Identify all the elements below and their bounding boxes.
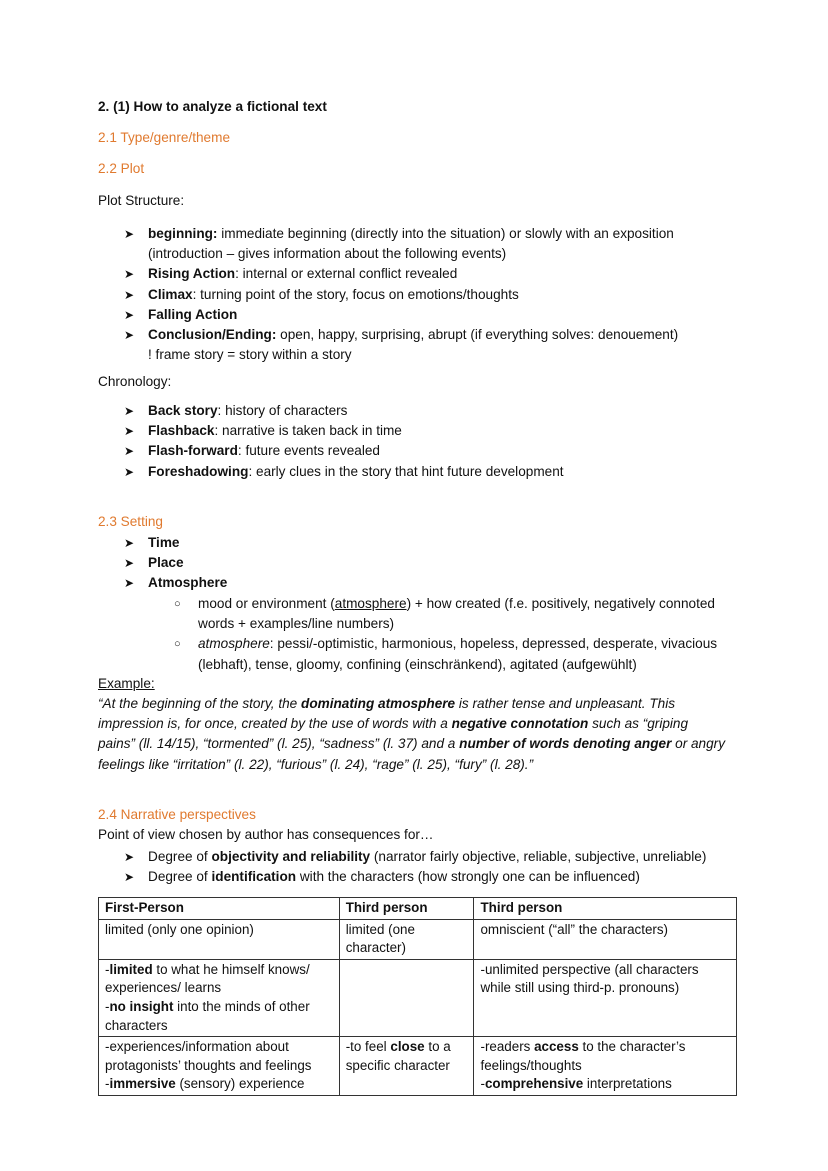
arrow-bullet-icon: ➤ <box>124 444 135 459</box>
table-header-cell: Third person <box>339 898 474 920</box>
table-cell: -limited to what he himself knows/ experiences/ learns -no insight into the minds of other characters <box>99 959 340 1036</box>
table-cell: omniscient (“all” the characters) <box>474 919 737 959</box>
chronology-label: Chronology: <box>98 374 172 389</box>
table-cell: -readers access to the character’s feelings/thoughts -comprehensive interpretations <box>474 1037 737 1096</box>
arrow-bullet-icon: ➤ <box>124 870 135 885</box>
list-item: ○ mood or environment (atmosphere) + how created (f.e. positively, negatively connoted words + examples/line numbers) <box>174 596 715 632</box>
arrow-bullet-icon: ➤ <box>124 404 135 418</box>
table-cell: -experiences/information about protagonists’ thoughts and feelings -immersive (sensory) experience <box>99 1037 340 1096</box>
list-item: ➤ Place <box>124 553 227 573</box>
perspectives-intro: Point of view chosen by author has consequences for… <box>98 827 434 842</box>
section-heading-setting: 2.3 Setting <box>98 514 163 529</box>
arrow-bullet-icon: ➤ <box>124 556 135 571</box>
perspectives-table <box>98 897 737 1096</box>
chronology-list <box>124 401 564 482</box>
list-item: ➤ Conclusion/Ending: open, happy, surprising, abrupt (if everything solves: denouement) ! frame story = story within a story <box>124 327 679 363</box>
section-heading-perspectives: 2.4 Narrative perspectives <box>98 807 256 822</box>
section-heading-plot: 2.2 Plot <box>98 161 145 176</box>
example-quote: “At the beginning of the story, the dominating atmosphere is rather tense and unpleasant. This impression is, for once, created by the use of words with a negative connotation such as “griping pains” (ll. 14/15), “tormented” (l. 25), “sadness” (l. 37) and a number of words denoting anger or angry feelings like “irritation” (l. 22), “furious” (l. 24), “rage” (l. 25), “fury” (l. 28).” <box>98 696 726 772</box>
list-item: ➤ Degree of objectivity and reliability (narrator fairly objective, reliable, subjective, unreliable) <box>124 847 706 867</box>
arrow-bullet-icon: ➤ <box>124 328 135 343</box>
list-item: ➤ Flash-forward: future events revealed <box>124 441 564 461</box>
list-item: ➤ Back story: history of characters <box>124 401 564 421</box>
table-row <box>99 919 737 959</box>
table-cell: limited (one character) <box>339 919 474 959</box>
section-heading-type: 2.1 Type/genre/theme <box>98 130 231 145</box>
table-cell <box>339 959 474 1036</box>
list-item: ➤ beginning: immediate beginning (directly into the situation) or slowly with an exposition (introduction – gives information about the following events) <box>124 226 674 262</box>
example-label: Example: <box>98 676 155 691</box>
table-cell: -unlimited perspective (all characters while still using third-p. pronouns) <box>474 959 737 1036</box>
main-heading: 2. (1) How to analyze a fictional text <box>98 99 327 114</box>
arrow-bullet-icon: ➤ <box>124 464 135 479</box>
list-item: ➤ Degree of identification with the characters (how strongly one can be influenced) <box>124 867 706 887</box>
table-row <box>99 1037 737 1096</box>
circle-bullet-icon: ○ <box>174 598 181 610</box>
table-cell: limited (only one opinion) <box>99 919 340 959</box>
arrow-bullet-icon: ➤ <box>124 850 135 864</box>
arrow-bullet-icon: ➤ <box>124 307 135 322</box>
arrow-bullet-icon: ➤ <box>124 536 135 550</box>
arrow-bullet-icon: ➤ <box>124 424 135 439</box>
table-header-row <box>99 898 737 920</box>
list-item: ➤ Falling Action <box>124 305 678 325</box>
plot-structure-label: Plot Structure: <box>98 193 185 208</box>
plot-list <box>124 224 678 365</box>
list-item: ➤ Atmosphere <box>124 573 227 593</box>
arrow-bullet-icon: ➤ <box>124 267 135 282</box>
list-item: ➤ Climax: turning point of the story, focus on emotions/thoughts <box>124 285 678 305</box>
arrow-bullet-icon: ➤ <box>124 576 135 591</box>
list-item: ➤ Rising Action: internal or external conflict revealed <box>124 264 678 284</box>
arrow-bullet-icon: ➤ <box>124 227 135 241</box>
table-cell: -to feel close to a specific character <box>339 1037 474 1096</box>
circle-bullet-icon: ○ <box>174 638 181 651</box>
table-row <box>99 959 737 1036</box>
perspectives-list <box>124 847 706 887</box>
list-item: ➤ Flashback: narrative is taken back in time <box>124 421 564 441</box>
list-item: ➤ Foreshadowing: early clues in the story that hint future development <box>124 462 564 482</box>
atmosphere-sublist <box>170 594 728 675</box>
table-header-cell: Third person <box>474 898 737 920</box>
list-item: ○ atmosphere: pessi/-optimistic, harmonious, hopeless, depressed, desperate, vivacious (lebhaft), tense, gloomy, confining (einschränkend), agitated (aufgewühlt) <box>174 636 718 672</box>
table-header-cell: First-Person <box>99 898 340 920</box>
setting-list <box>124 533 227 594</box>
arrow-bullet-icon: ➤ <box>124 287 135 302</box>
list-item: ➤ Time <box>124 533 227 553</box>
